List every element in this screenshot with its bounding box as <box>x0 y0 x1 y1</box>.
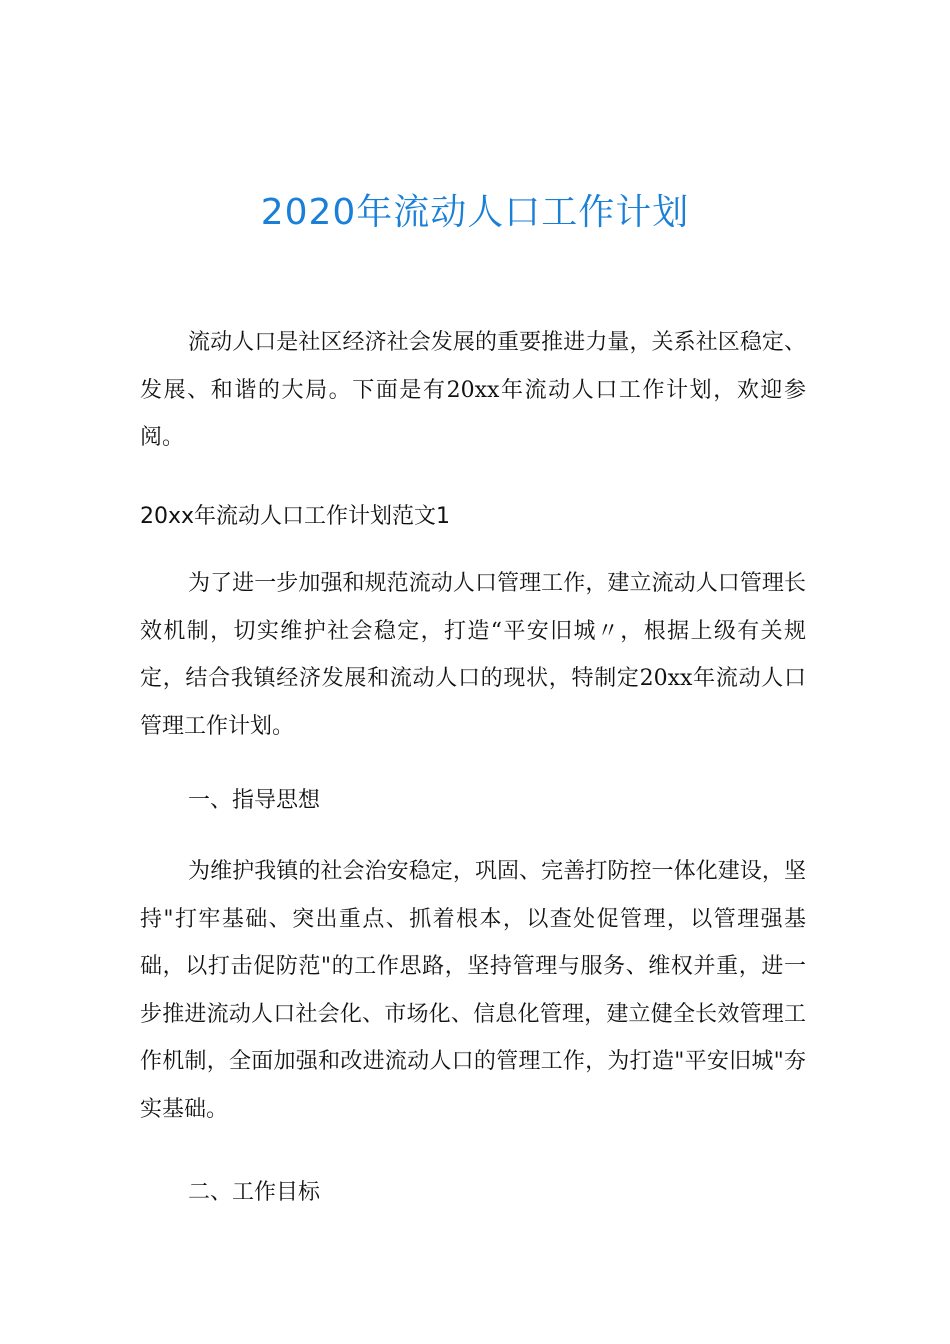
document-title: 2020年流动人口工作计划 <box>260 192 690 233</box>
paragraph-2: 为维护我镇的社会治安稳定，巩固、完善打防控一体化建设，坚持"打牢基础、突出重点、抓着根本，以查处促管理，以管理强基础，以打击促防范"的工作思路，坚持管理与服务、维权并重，进一步推进流动人口社会化、市场化、信息化管理，建立健全长效管理工作机制，全面加强和改进流动人口的管理工作，为打造"平安旧城"夯实基础。 <box>140 859 806 1122</box>
intro-paragraph: 流动人口是社区经济社会发展的重要推进力量，关系社区稳定、发展、和谐的大局。下面是有20xx年流动人口工作计划，欢迎参阅。 <box>140 330 806 450</box>
section-2-heading: 二、工作目标 <box>188 1180 321 1205</box>
paragraph-1: 为了进一步加强和规范流动人口管理工作，建立流动人口管理长效机制，切实维护社会稳定，打造“平安旧城〃，根据上级有关规定，结合我镇经济发展和流动人口的现状，特制定20xx年流动人口管理工作计划。 <box>140 571 806 739</box>
example-heading: 20xx年流动人口工作计划范文1 <box>140 504 451 529</box>
section-1-heading: 一、指导思想 <box>188 788 321 813</box>
